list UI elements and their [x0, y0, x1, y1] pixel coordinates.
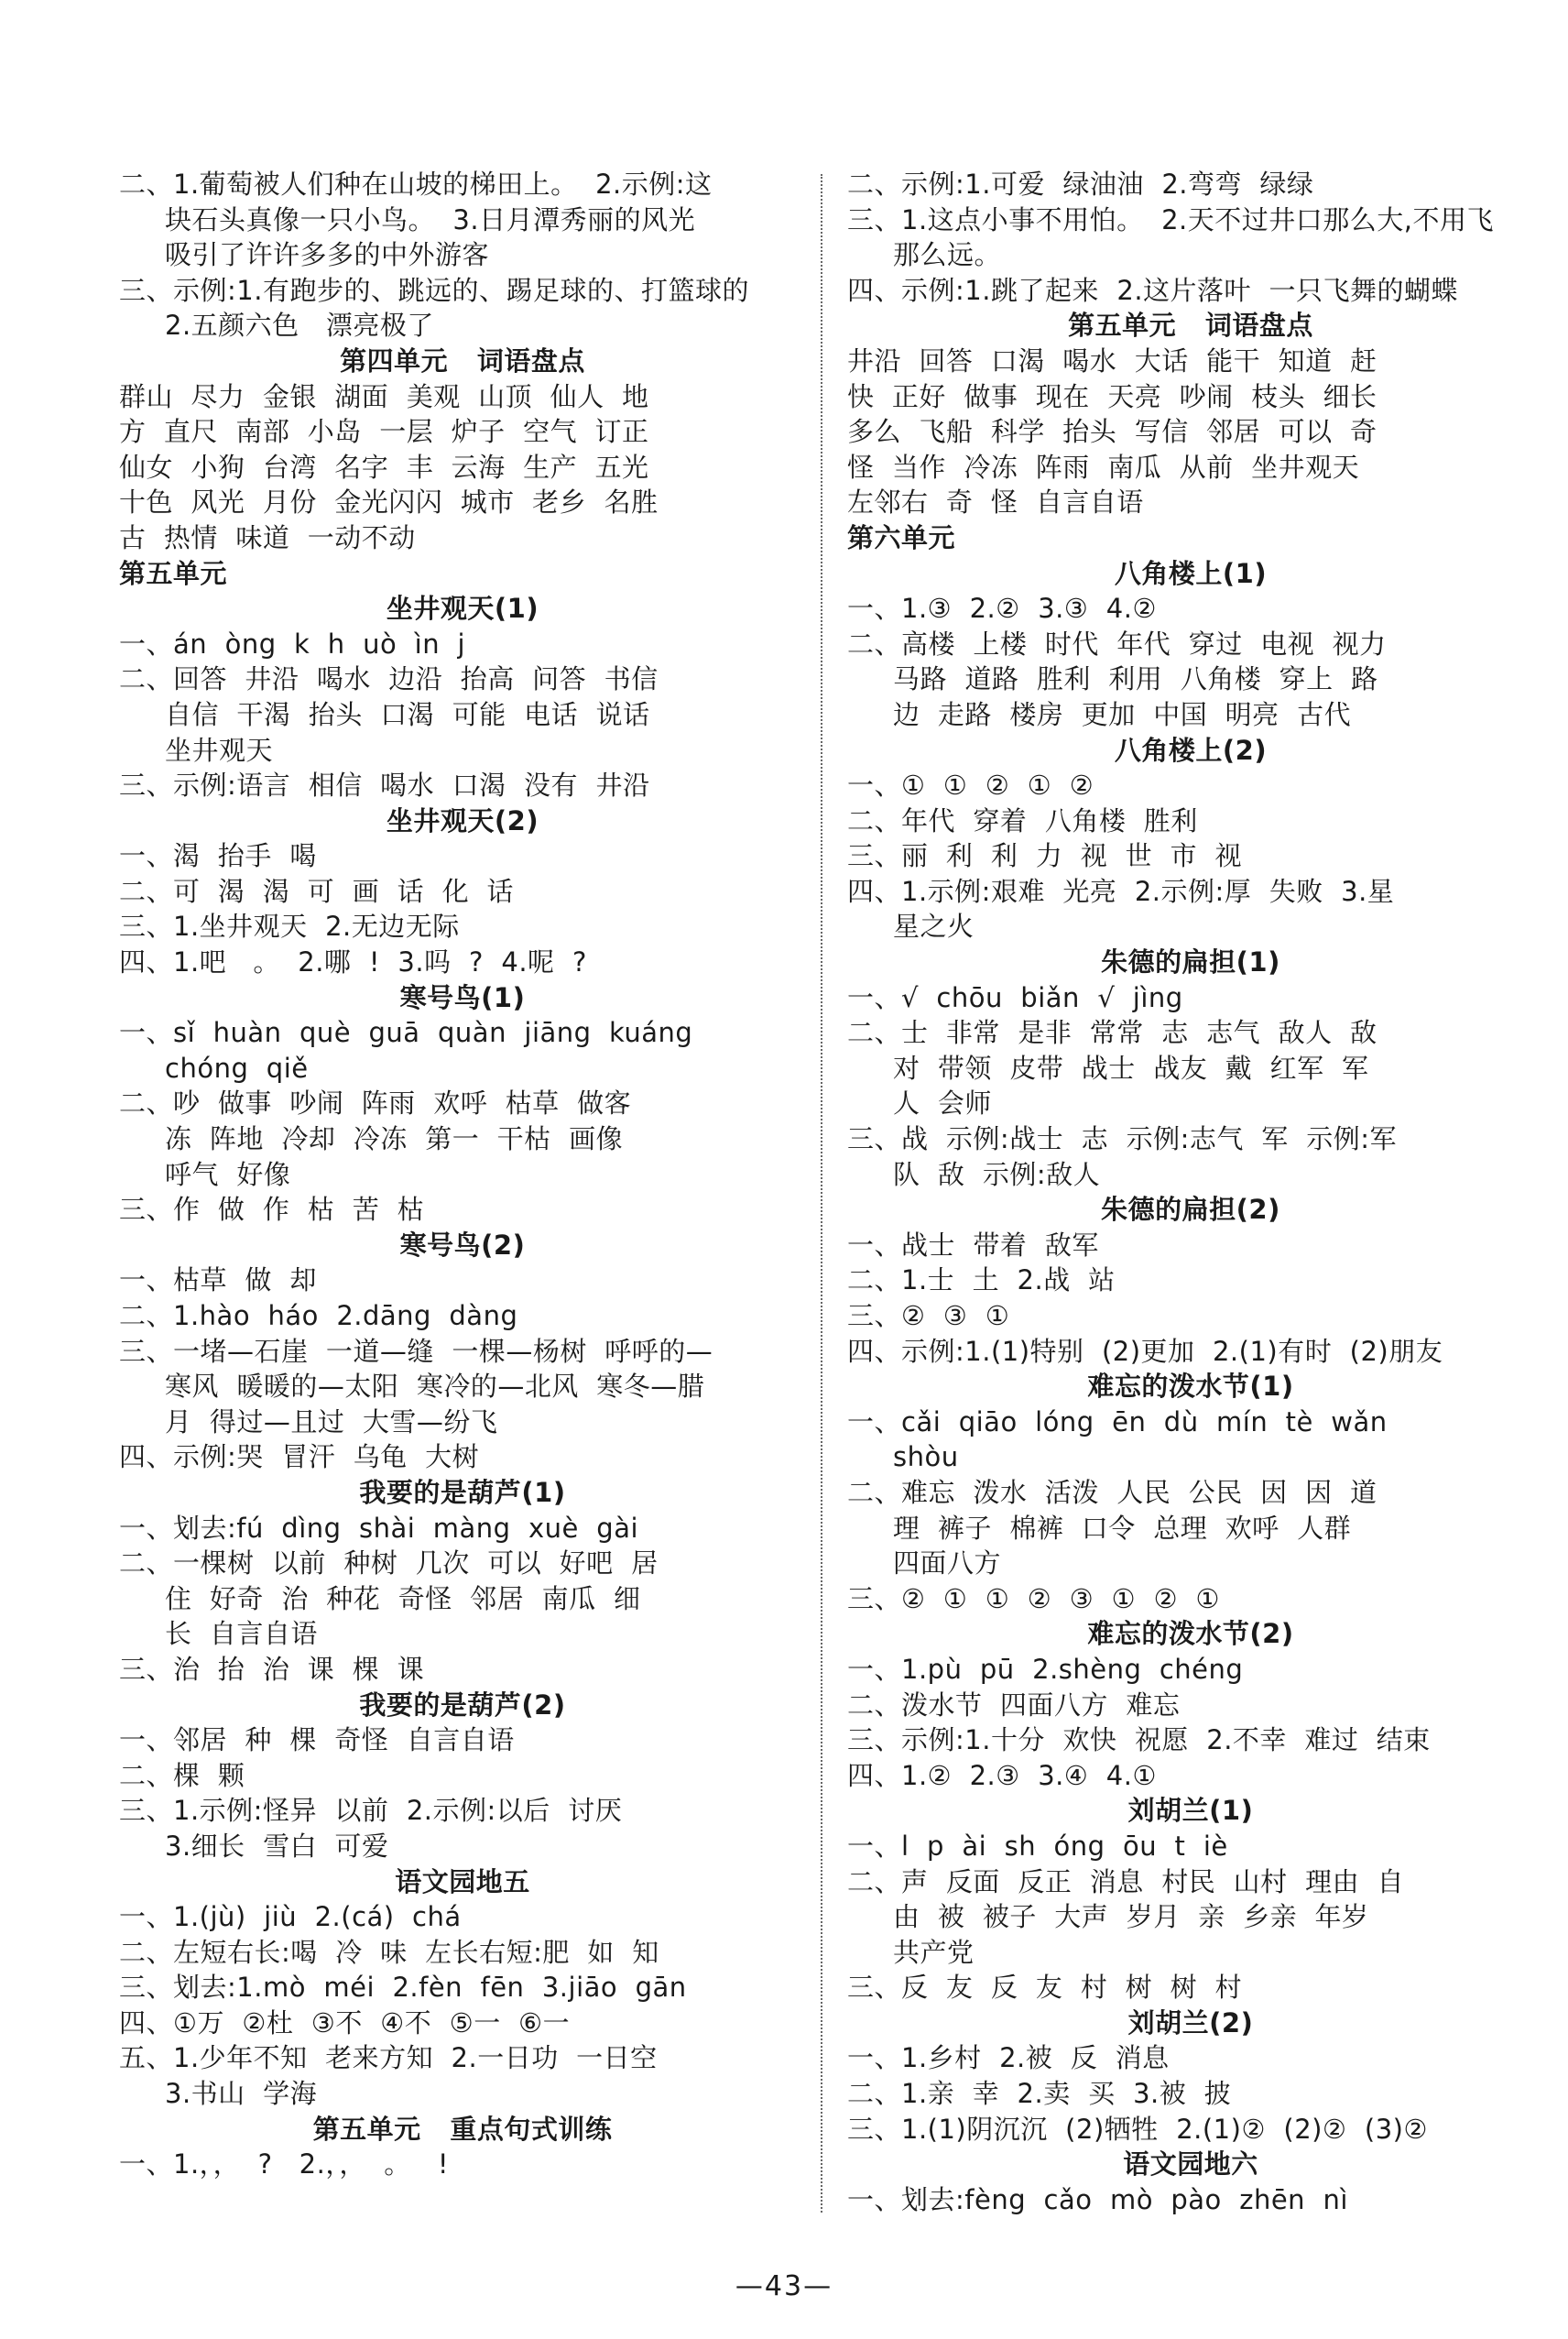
answer-line: 二、声 反面 反正 消息 村民 山村 理由 自	[847, 1865, 1405, 1897]
section-heading: 寒号鸟(2)	[399, 1229, 526, 1261]
answer-line: 二、高楼 上楼 时代 年代 穿过 电视 视力	[847, 628, 1387, 660]
answer-line: 二、1.士 土 2.战 站	[847, 1264, 1116, 1296]
answer-line: 月 得过—且过 大雪—纷飞	[165, 1405, 498, 1437]
answer-line: 马路 道路 胜利 利用 八角楼 穿上 路	[893, 663, 1378, 695]
answer-line: 三、划去:1.mò méi 2.fèn fēn 3.jiāo gān	[119, 1972, 687, 2004]
answer-line: 一、1.pù pū 2.shèng chéng	[847, 1653, 1244, 1685]
answer-line: 三、② ③ ①	[847, 1300, 1010, 1331]
answer-line: 冻 阵地 冷却 冷冻 第一 干枯 画像	[165, 1123, 624, 1155]
section-heading: 八角楼上(1)	[1114, 557, 1268, 589]
answer-line: 三、示例:1.有跑步的、跳远的、踢足球的、打篮球的	[119, 274, 749, 306]
answer-line: 三、1.坐井观天 2.无边无际	[119, 911, 460, 943]
answer-line: 二、回答 井沿 喝水 边沿 抬高 问答 书信	[119, 663, 659, 695]
left-column	[119, 167, 806, 2182]
answer-line: chóng qiě	[165, 1052, 309, 1084]
answer-line: 理 裤子 棉裤 口令 总理 欢呼 人群	[893, 1512, 1352, 1544]
answer-line: 三、示例:语言 相信 喝水 口渴 没有 井沿	[119, 770, 650, 802]
answer-line: 一、1.，， ? 2.，， 。 !	[119, 2148, 450, 2181]
answer-line: 三、反 友 反 友 村 树 树 村	[847, 1972, 1243, 2004]
answer-line: 自信 干渴 抬头 口渴 可能 电话 说话	[165, 698, 650, 730]
section-heading: 语文园地五	[395, 1865, 530, 1897]
unit-heading: 第五单元	[119, 557, 228, 589]
answer-line: 古 热情 味道 一动不动	[119, 521, 416, 553]
answer-line: 二、难忘 泼水 活泼 人民 公民 因 因 道	[847, 1476, 1377, 1508]
section-heading: 刘胡兰(2)	[1127, 2006, 1254, 2038]
answer-line: 三、1.示例:怪异 以前 2.示例:以后 讨厌	[119, 1795, 623, 1827]
unit-heading: 第六单元	[847, 521, 956, 553]
answer-line: 星之火	[893, 911, 975, 943]
answer-line: 三、1.(1)阴沉沉 (2)牺牲 2.(1)② (2)② (3)②	[847, 2113, 1428, 2145]
answer-line: 四、1.② 2.③ 3.④ 4.①	[847, 1759, 1157, 1791]
answer-line: 三、丽 利 利 力 视 世 市 视	[847, 840, 1243, 872]
answer-line: 一、① ① ② ① ②	[847, 770, 1094, 802]
section-heading: 刘胡兰(1)	[1127, 1795, 1254, 1827]
section-heading: 我要的是葫芦(1)	[359, 1476, 566, 1508]
answer-line: 快 正好 做事 现在 天亮 吵闹 枝头 细长	[847, 380, 1377, 412]
answer-line: 四、示例:1.(1)特别 (2)更加 2.(1)有时 (2)朋友	[847, 1335, 1443, 1367]
answer-line: 一、√ chōu biǎn √ jìng	[847, 981, 1183, 1013]
column-divider	[821, 174, 822, 2213]
answer-line: 3.书山 学海	[165, 2078, 318, 2110]
answer-line: 二、示例:1.可爱 绿油油 2.弯弯 绿绿	[847, 169, 1314, 200]
section-heading: 朱德的扁担(2)	[1101, 1194, 1280, 1226]
answer-line: 二、年代 穿着 八角楼 胜利	[847, 804, 1198, 836]
answer-line: 住 好奇 治 种花 奇怪 邻居 南瓜 细	[165, 1582, 641, 1614]
section-heading: 难忘的泼水节(2)	[1087, 1618, 1294, 1650]
answer-line: 一、cǎi qiāo lóng ēn dù mín tè wǎn	[847, 1405, 1388, 1437]
answer-line: 一、划去:fèng cǎo mò pào zhēn nì	[847, 2183, 1348, 2215]
answer-line: 一、1.③ 2.② 3.③ 4.②	[847, 593, 1157, 625]
answer-line: 二、1.亲 幸 2.卖 买 3.被 披	[847, 2078, 1232, 2110]
answer-line: 怪 当作 冷冻 阵雨 南瓜 从前 坐井观天	[847, 451, 1360, 483]
answer-line: 二、1.葡萄被人们种在山坡的梯田上。 2.示例:这	[119, 169, 713, 200]
answer-line: 三、示例:1.十分 欢快 祝愿 2.不幸 难过 结束	[847, 1724, 1431, 1756]
answer-line: 仙女 小狗 台湾 名字 丰 云海 生产 五光	[119, 451, 649, 483]
section-heading: 坐井观天(1)	[386, 593, 539, 625]
answer-line: 共产党	[893, 1936, 975, 1968]
answer-line: 一、l p ài sh óng ōu t iè	[847, 1830, 1228, 1862]
answer-line: 一、sǐ huàn què guā quàn jiāng kuáng	[119, 1017, 693, 1049]
answer-line: 二、1.hào háo 2.dāng dàng	[119, 1300, 518, 1331]
answer-line: 一、划去:fú dìng shài màng xuè gài	[119, 1512, 639, 1544]
answer-line: shòu	[893, 1441, 959, 1473]
section-heading: 朱德的扁担(1)	[1101, 946, 1280, 978]
answer-line: 人 会师	[893, 1088, 992, 1120]
answer-line: 寒风 暖暖的—太阳 寒冷的—北风 寒冬—腊	[165, 1371, 705, 1403]
answer-line: 多么 飞船 科学 抬头 写信 邻居 可以 奇	[847, 416, 1377, 448]
section-heading: 难忘的泼水节(1)	[1087, 1371, 1294, 1403]
answer-line: 三、② ① ① ② ③ ① ② ①	[847, 1582, 1221, 1614]
answer-line: 二、可 渴 渴 可 画 话 化 话	[119, 875, 515, 907]
answer-line: 四、示例:哭 冒汗 乌龟 大树	[119, 1441, 480, 1473]
section-heading: 坐井观天(2)	[386, 804, 539, 836]
answer-line: 二、左短右长:喝 冷 味 左长右短:肥 如 知	[119, 1936, 659, 1968]
answer-line: 五、1.少年不知 老来方知 2.一日功 一日空	[119, 2042, 658, 2074]
answer-line: 三、治 抬 治 课 棵 课	[119, 1653, 425, 1685]
answer-line: 一、邻居 种 棵 奇怪 自言自语	[119, 1724, 515, 1756]
answer-line: 边 走路 楼房 更加 中国 明亮 古代	[893, 698, 1352, 730]
answer-line: 四、示例:1.跳了起来 2.这片落叶 一只飞舞的蝴蝶	[847, 274, 1458, 306]
section-heading: 八角楼上(2)	[1114, 734, 1268, 766]
answer-line: 二、士 非常 是非 常常 志 志气 敌人 敌	[847, 1017, 1377, 1049]
answer-line: 三、一堵—石崖 一道—缝 一棵—杨树 呼呼的—	[119, 1335, 713, 1367]
answer-line: 坐井观天	[165, 734, 274, 766]
right-column	[847, 167, 1534, 2217]
page-number: —43—	[735, 2270, 833, 2302]
answer-line: 3.细长 雪白 可爱	[165, 1830, 389, 1862]
answer-line: 三、作 做 作 枯 苦 枯	[119, 1194, 425, 1226]
answer-line: 由 被 被子 大声 岁月 亲 乡亲 年岁	[893, 1901, 1369, 1933]
section-heading: 第五单元 词语盘点	[1068, 310, 1313, 342]
section-heading: 寒号鸟(1)	[399, 981, 526, 1013]
answer-line: 四面八方	[893, 1547, 1002, 1579]
answer-line: 十色 风光 月份 金光闪闪 城市 老乡 名胜	[119, 486, 659, 519]
section-heading: 我要的是葫芦(2)	[359, 1689, 566, 1721]
answer-line: 一、枯草 做 却	[119, 1264, 317, 1296]
answer-line: 二、一棵树 以前 种树 几次 可以 好吧 居	[119, 1547, 659, 1579]
section-heading: 第五单元 重点句式训练	[312, 2113, 613, 2145]
answer-line: 四、1.示例:艰难 光亮 2.示例:厚 失败 3.星	[847, 875, 1395, 907]
answer-line: 井沿 回答 口渴 喝水 大话 能干 知道 赶	[847, 344, 1377, 377]
answer-line: 一、渴 抬手 喝	[119, 840, 317, 872]
answer-line: 呼气 好像	[165, 1158, 291, 1190]
answer-line: 四、1.吧 。 2.哪 ! 3.吗 ? 4.呢 ?	[119, 946, 587, 978]
answer-line: 一、1.(jù) jiù 2.(cá) chá	[119, 1901, 462, 1933]
section-heading: 语文园地六	[1123, 2148, 1258, 2181]
answer-line: 一、战士 带着 敌军	[847, 1229, 1099, 1261]
answer-line: 四、①万 ②杜 ③不 ④不 ⑤一 ⑥一	[119, 2006, 571, 2038]
answer-line: 2.五颜六色 漂亮极了	[165, 310, 434, 342]
answer-line: 二、泼水节 四面八方 难忘	[847, 1689, 1181, 1721]
answer-line: 群山 尽力 金银 湖面 美观 山顶 仙人 地	[119, 380, 649, 412]
answer-line: 那么远。	[893, 239, 1002, 271]
answer-line: 对 带领 皮带 战士 战友 戴 红军 军	[893, 1052, 1369, 1084]
answer-line: 队 敌 示例:敌人	[893, 1158, 1101, 1190]
answer-line: 块石头真像一只小鸟。 3.日月潭秀丽的风光	[165, 203, 696, 235]
answer-line: 一、1.乡村 2.被 反 消息	[847, 2042, 1170, 2074]
answer-line: 左邻右 奇 怪 自言自语	[847, 486, 1144, 519]
answer-line: 三、战 示例:战士 志 示例:志气 军 示例:军	[847, 1123, 1397, 1155]
answer-line: 二、棵 颗	[119, 1759, 245, 1791]
answer-line: 三、1.这点小事不用怕。 2.天不过井口那么大,不用飞	[847, 203, 1494, 235]
answer-line: 二、吵 做事 吵闹 阵雨 欢呼 枯草 做客	[119, 1088, 632, 1120]
answer-line: 吸引了许许多多的中外游客	[165, 239, 490, 271]
answer-line: 长 自言自语	[165, 1618, 318, 1650]
section-heading: 第四单元 词语盘点	[340, 344, 585, 377]
answer-line: 一、án òng k h uò ìn j	[119, 628, 466, 660]
answer-line: 方 直尺 南部 小岛 一层 炉子 空气 订正	[119, 416, 649, 448]
